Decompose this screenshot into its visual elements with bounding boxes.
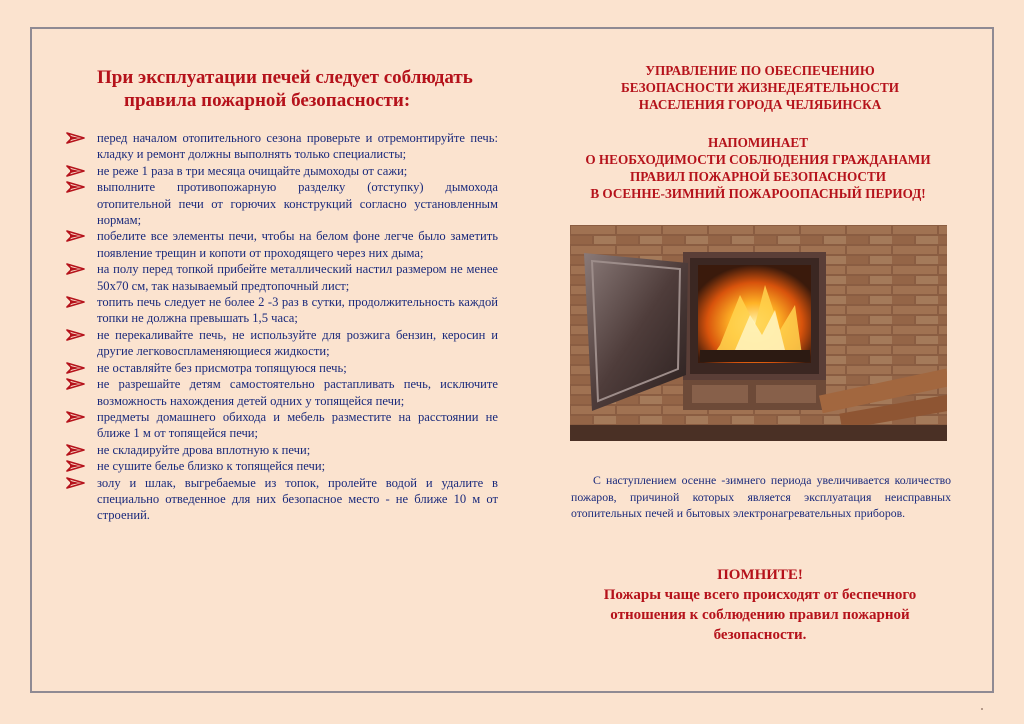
- page-mark: [981, 708, 983, 710]
- rule-text: золу и шлак, выгребаемые из топок, пролейте водой и удалите в специально отведенное для них безопасное место - не ближе 10 м от строений.: [97, 475, 498, 523]
- rule-text: не оставляйте без присмотра топящуюся печь;: [97, 360, 347, 375]
- reminder-line: ПРАВИЛ ПОЖАРНОЙ БЕЗОПАСНОСТИ: [630, 169, 886, 184]
- rule-item: [66, 327, 498, 360]
- rule-text: не сушите белье близко к топящейся печи;: [97, 459, 326, 474]
- rules-heading-line2: правила пожарной безопасности:: [124, 90, 411, 111]
- arrow-bullet-icon: [66, 228, 86, 244]
- rule-text: топить печь следует не более 2 -3 раз в сутки, продолжительность каждой топки не должна превышать 1,5 часа;: [97, 295, 498, 326]
- rule-text: предметы домашнего обихода и мебель разместите на расстоянии не ближе 1 м от топящейся печи;: [97, 409, 498, 441]
- organization-line: НАСЕЛЕНИЯ ГОРОДА ЧЕЛЯБИНСКА: [638, 97, 882, 112]
- organization-line: УПРАВЛЕНИЕ ПО ОБЕСПЕЧЕНИЮ: [645, 63, 875, 78]
- arrow-bullet-icon: [66, 376, 86, 392]
- stove-fire-photo: [570, 225, 947, 441]
- arrow-bullet-icon: [66, 409, 86, 425]
- arrow-bullet-icon: [66, 179, 86, 195]
- organization-name: [560, 62, 960, 113]
- rule-item: [66, 228, 498, 261]
- rule-text: на полу перед топкой прибейте металлический настил размером не менее 50х70 см, так называемый предтопочный лист;: [97, 262, 498, 293]
- organization-line: БЕЗОПАСНОСТИ ЖИЗНЕДЕЯТЕЛЬНОСТИ: [620, 80, 899, 95]
- arrow-bullet-icon: [66, 261, 86, 277]
- arrow-bullet-icon: [66, 458, 86, 474]
- remember-text: [545, 585, 975, 645]
- reminder-line: НАПОМИНАЕТ: [707, 135, 809, 150]
- rule-text: побелите все элементы печи, чтобы на белом фоне легче было заметить появление трещин и копоти от проходящего через них дыма;: [97, 229, 498, 260]
- remember-line: безопасности.: [713, 627, 807, 643]
- arrow-bullet-icon: [66, 327, 86, 343]
- arrow-bullet-icon: [66, 475, 86, 491]
- arrow-bullet-icon: [66, 442, 86, 458]
- rule-item: [66, 360, 498, 376]
- arrow-bullet-icon: [66, 294, 86, 310]
- rule-item: [66, 130, 498, 163]
- rule-text: не перекаливайте печь, не используйте для розжига бензин, керосин и другие легковоспламеняющиеся жидкости;: [97, 327, 498, 359]
- remember-heading: ПОМНИТЕ!: [717, 567, 803, 583]
- rules-heading: [70, 66, 520, 112]
- rule-item: [66, 409, 498, 442]
- rule-item: [66, 261, 498, 294]
- rule-text: перед началом отопительного сезона проверьте и отремонтируйте печь: кладку и ремонт должны выполнять только специалисты;: [97, 131, 498, 162]
- rule-item: [66, 442, 498, 458]
- rule-item: [66, 475, 498, 524]
- rule-text: не разрешайте детям самостоятельно растапливать печь, исключите возможность нахождения детей одних у топящейся печи;: [97, 377, 498, 408]
- rule-text: не реже 1 раза в три месяца очищайте дымоходы от сажи;: [97, 163, 408, 178]
- rule-item: [66, 179, 498, 228]
- reminder-line: О НЕОБХОДИМОСТИ СОБЛЮДЕНИЯ ГРАЖДАНАМИ: [585, 152, 931, 167]
- rules-heading-line1: При эксплуатации печей следует соблюдать: [97, 67, 473, 88]
- remember-line: Пожары чаще всего происходят от беспечного: [603, 587, 917, 603]
- rule-item: [66, 458, 498, 474]
- stove-fire-illustration: [570, 225, 947, 441]
- rule-text: выполните противопожарную разделку (отступку) дымохода отопительной печи от горючих конструкций согласно установленным нормам;: [97, 180, 498, 228]
- arrow-bullet-icon: [66, 130, 86, 146]
- info-paragraph: С наступлением осенне -зимнего периода увеличивается количество пожаров, причиной которых является эксплуатация неисправных отопительных печей и бытовых электронагревательных приборов.: [571, 473, 951, 520]
- arrow-bullet-icon: [66, 360, 86, 376]
- rule-text: не складируйте дрова вплотную к печи;: [97, 442, 311, 457]
- rules-list: [66, 130, 498, 524]
- remember-line: отношения к соблюдению правил пожарной: [610, 607, 910, 623]
- rule-item: [66, 163, 498, 179]
- reminder-heading: [528, 134, 988, 202]
- rule-item: [66, 376, 498, 409]
- arrow-bullet-icon: [66, 163, 86, 179]
- reminder-line: В ОСЕННЕ-ЗИМНИЙ ПОЖАРООПАСНЫЙ ПЕРИОД!: [590, 186, 926, 201]
- rule-item: [66, 294, 498, 327]
